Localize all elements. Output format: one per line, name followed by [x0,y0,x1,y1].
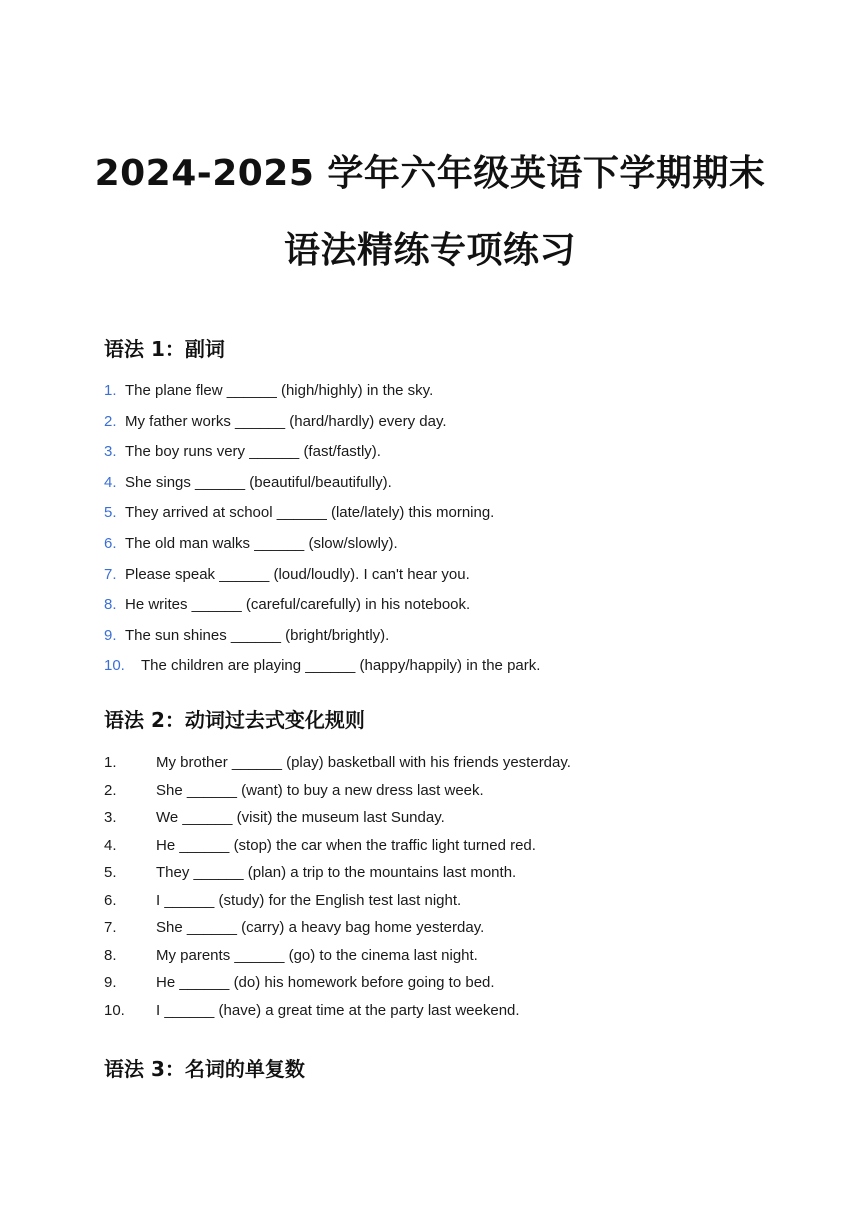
item-number: 2. [104,412,117,430]
item-number: 1. [104,382,117,399]
list-item [104,918,571,946]
list-item [104,863,571,891]
list-item [104,595,540,626]
list-item [104,412,540,443]
item-number: 7. [104,565,117,583]
item-text: I ______ (have) a great time at the party last weekend. [156,1001,520,1019]
item-text: The children are playing ______ (happy/happily) in the park. [141,657,541,675]
list-item [104,656,540,687]
list-item [104,836,571,864]
list-item [104,808,571,836]
item-text: Please speak ______ (loud/loudly). I can't hear you. [125,565,470,583]
list-item [104,442,540,473]
item-number: 7. [104,919,117,936]
item-text: The plane flew ______ (high/highly) in the sky. [125,382,434,399]
list-item [104,1001,571,1029]
item-number: 2. [104,781,117,799]
item-number: 10. [104,657,125,675]
item-number: 9. [104,626,117,644]
item-number: 8. [104,596,117,614]
list-item [104,534,540,565]
list-item [104,973,571,1001]
item-number: 9. [104,974,117,991]
item-number: 5. [104,864,117,881]
list-item [104,891,571,919]
list-item [104,626,540,657]
item-text: My father works ______ (hard/hardly) every day. [125,412,447,430]
item-text: He writes ______ (careful/carefully) in his notebook. [125,596,471,614]
item-text: My parents ______ (go) to the cinema last night. [156,946,478,964]
item-number: 5. [104,504,117,522]
item-number: 3. [104,443,117,461]
item-number: 1. [104,754,117,771]
document-title-line-1: 2024-2025 学年六年级英语下学期期末 [94,153,766,194]
item-text: The sun shines ______ (bright/brightly). [125,626,390,644]
item-text: The old man walks ______ (slow/slowly). [125,534,398,552]
item-number: 3. [104,809,117,826]
exercise-list-adverbs [104,381,540,687]
item-text: She sings ______ (beautiful/beautifully). [125,473,392,491]
section-heading-past-tense: 语法 2：动词过去式变化规则 [104,708,365,732]
list-item [104,473,540,504]
item-number: 4. [104,836,117,854]
item-number: 6. [104,891,117,909]
item-text: They ______ (plan) a trip to the mountains last month. [156,864,517,881]
item-text: He ______ (stop) the car when the traffic light turned red. [156,836,536,854]
list-item [104,565,540,596]
item-text: We ______ (visit) the museum last Sunday. [156,809,445,826]
item-text: I ______ (study) for the English test last night. [156,891,462,909]
list-item [104,503,540,534]
item-text: They arrived at school ______ (late/lately) this morning. [125,504,495,522]
section-heading-adverbs: 语法 1：副词 [104,337,225,361]
list-item [104,753,571,781]
item-text: She ______ (want) to buy a new dress last week. [156,781,484,799]
item-text: My brother ______ (play) basketball with his friends yesterday. [156,754,571,771]
item-number: 6. [104,534,117,552]
document-title-line-2: 语法精练专项练习 [283,230,576,271]
item-number: 4. [104,473,117,491]
item-text: He ______ (do) his homework before going to bed. [156,974,495,991]
item-text: She ______ (carry) a heavy bag home yesterday. [156,919,485,936]
list-item [104,946,571,974]
section-heading-nouns: 语法 3：名词的单复数 [104,1057,305,1081]
list-item [104,381,540,412]
item-text: The boy runs very ______ (fast/fastly). [125,443,381,461]
item-number: 10. [104,1001,125,1019]
item-number: 8. [104,946,117,964]
list-item [104,781,571,809]
exercise-list-past-tense [104,753,571,1028]
